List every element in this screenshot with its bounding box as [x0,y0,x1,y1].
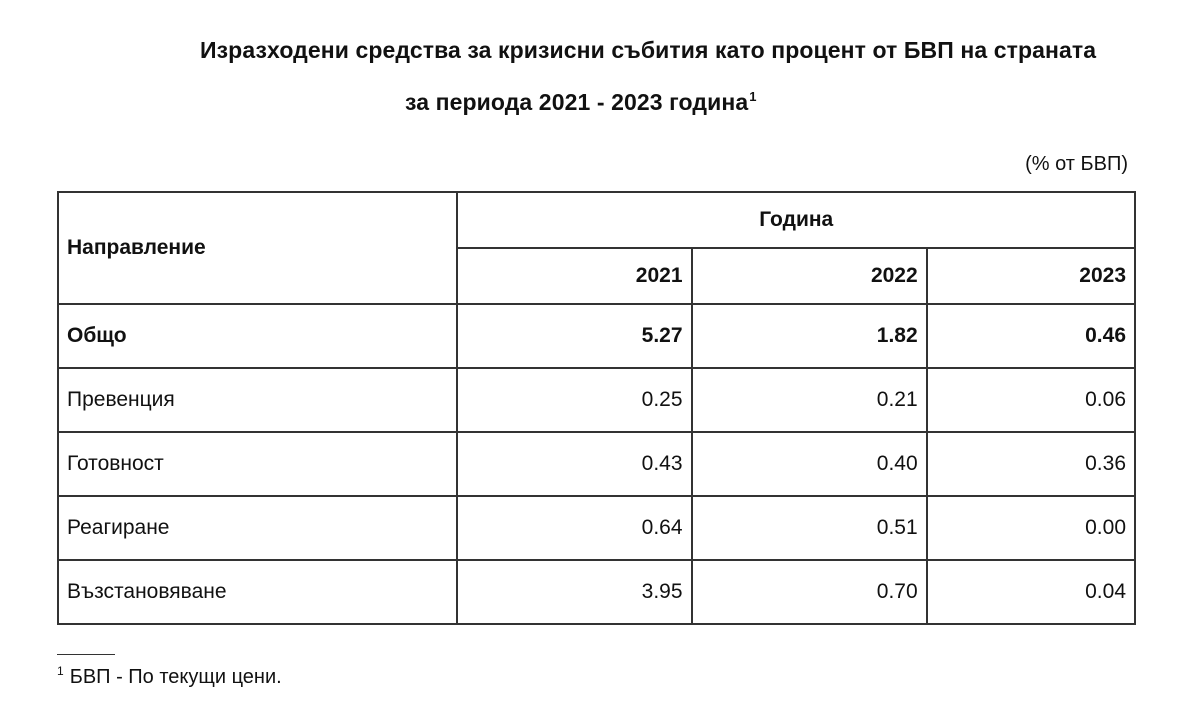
cell-2021: 0.64 [457,496,691,560]
cell-2023: 0.46 [927,304,1135,368]
title-line-2 [405,89,1005,116]
year-header-2023: 2023 [927,248,1135,304]
year-group-header: Година [457,192,1135,248]
row-label: Общо [58,304,457,368]
header-row-group [58,192,1135,248]
footnote-mark: 1 [57,664,64,678]
cell-2022: 0.51 [692,496,927,560]
table-row-readiness [58,432,1135,496]
year-header-2022: 2022 [692,248,927,304]
row-label: Готовност [58,432,457,496]
table-row-response [58,496,1135,560]
cell-2021: 0.43 [457,432,691,496]
data-table [57,191,1136,625]
footnote-text: БВП - По текущи цени. [69,666,282,688]
cell-2023: 0.36 [927,432,1135,496]
title-line-2-text: за периода 2021 - 2023 година [405,89,749,115]
year-header-2021: 2021 [457,248,691,304]
footnote [57,664,282,689]
row-label: Превенция [58,368,457,432]
cell-2021: 3.95 [457,560,691,624]
direction-header: Направление [58,192,457,304]
title-line-1: Изразходени средства за кризисни събития като процент от БВП на страната [200,37,1097,63]
cell-2021: 0.25 [457,368,691,432]
title-footnote-ref: 1 [749,89,757,104]
table-row-prevention [58,368,1135,432]
cell-2023: 0.06 [927,368,1135,432]
cell-2021: 5.27 [457,304,691,368]
table-row-recovery [58,560,1135,624]
row-label: Реагиране [58,496,457,560]
cell-2022: 1.82 [692,304,927,368]
table-row-total [58,304,1135,368]
footnote-divider [57,654,115,655]
cell-2022: 0.40 [692,432,927,496]
cell-2022: 0.21 [692,368,927,432]
cell-2023: 0.00 [927,496,1135,560]
unit-label: (% от БВП) [1025,153,1128,175]
cell-2022: 0.70 [692,560,927,624]
row-label: Възстановяване [58,560,457,624]
cell-2023: 0.04 [927,560,1135,624]
